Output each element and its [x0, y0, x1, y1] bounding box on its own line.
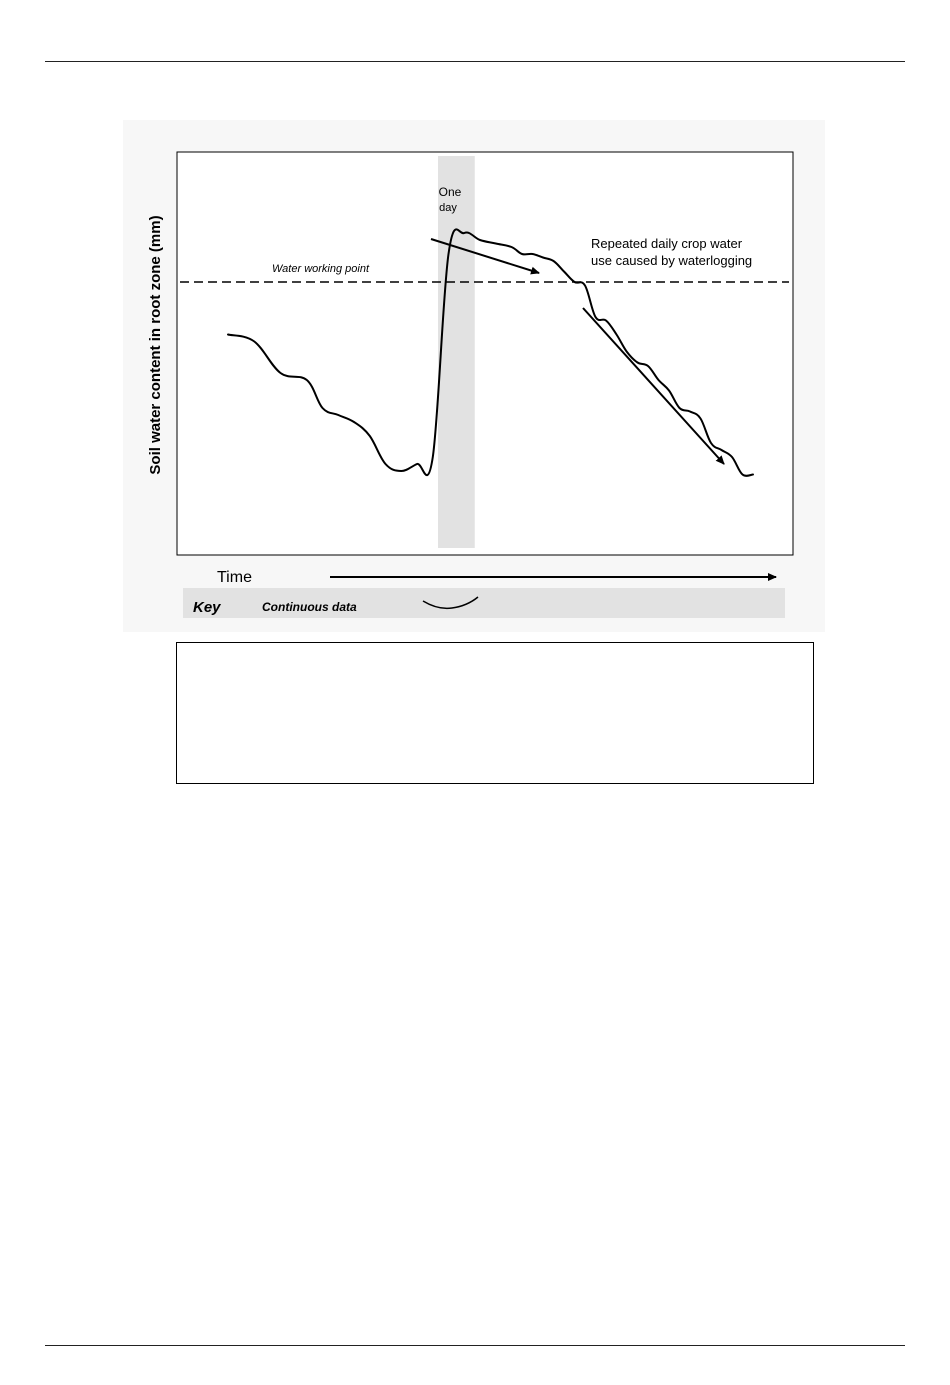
one-day-label: One [438, 185, 462, 199]
y-axis-label: Soil water content in root zone (mm) [147, 215, 164, 475]
one-day-label: day [439, 202, 457, 214]
caption-box [176, 642, 814, 784]
key-item-label: Continuous data [262, 600, 357, 614]
plot-area [177, 152, 793, 555]
water-working-point-label: Water working point [272, 263, 370, 275]
waterlogging-annotation-line-1: Repeated daily crop water [591, 236, 743, 251]
one-day-band [438, 156, 475, 548]
x-axis-label: Time [217, 569, 252, 586]
footer-rule [45, 1345, 905, 1346]
waterlogging-annotation-line-2: use caused by waterlogging [591, 253, 753, 268]
key-title: Key [193, 599, 221, 616]
